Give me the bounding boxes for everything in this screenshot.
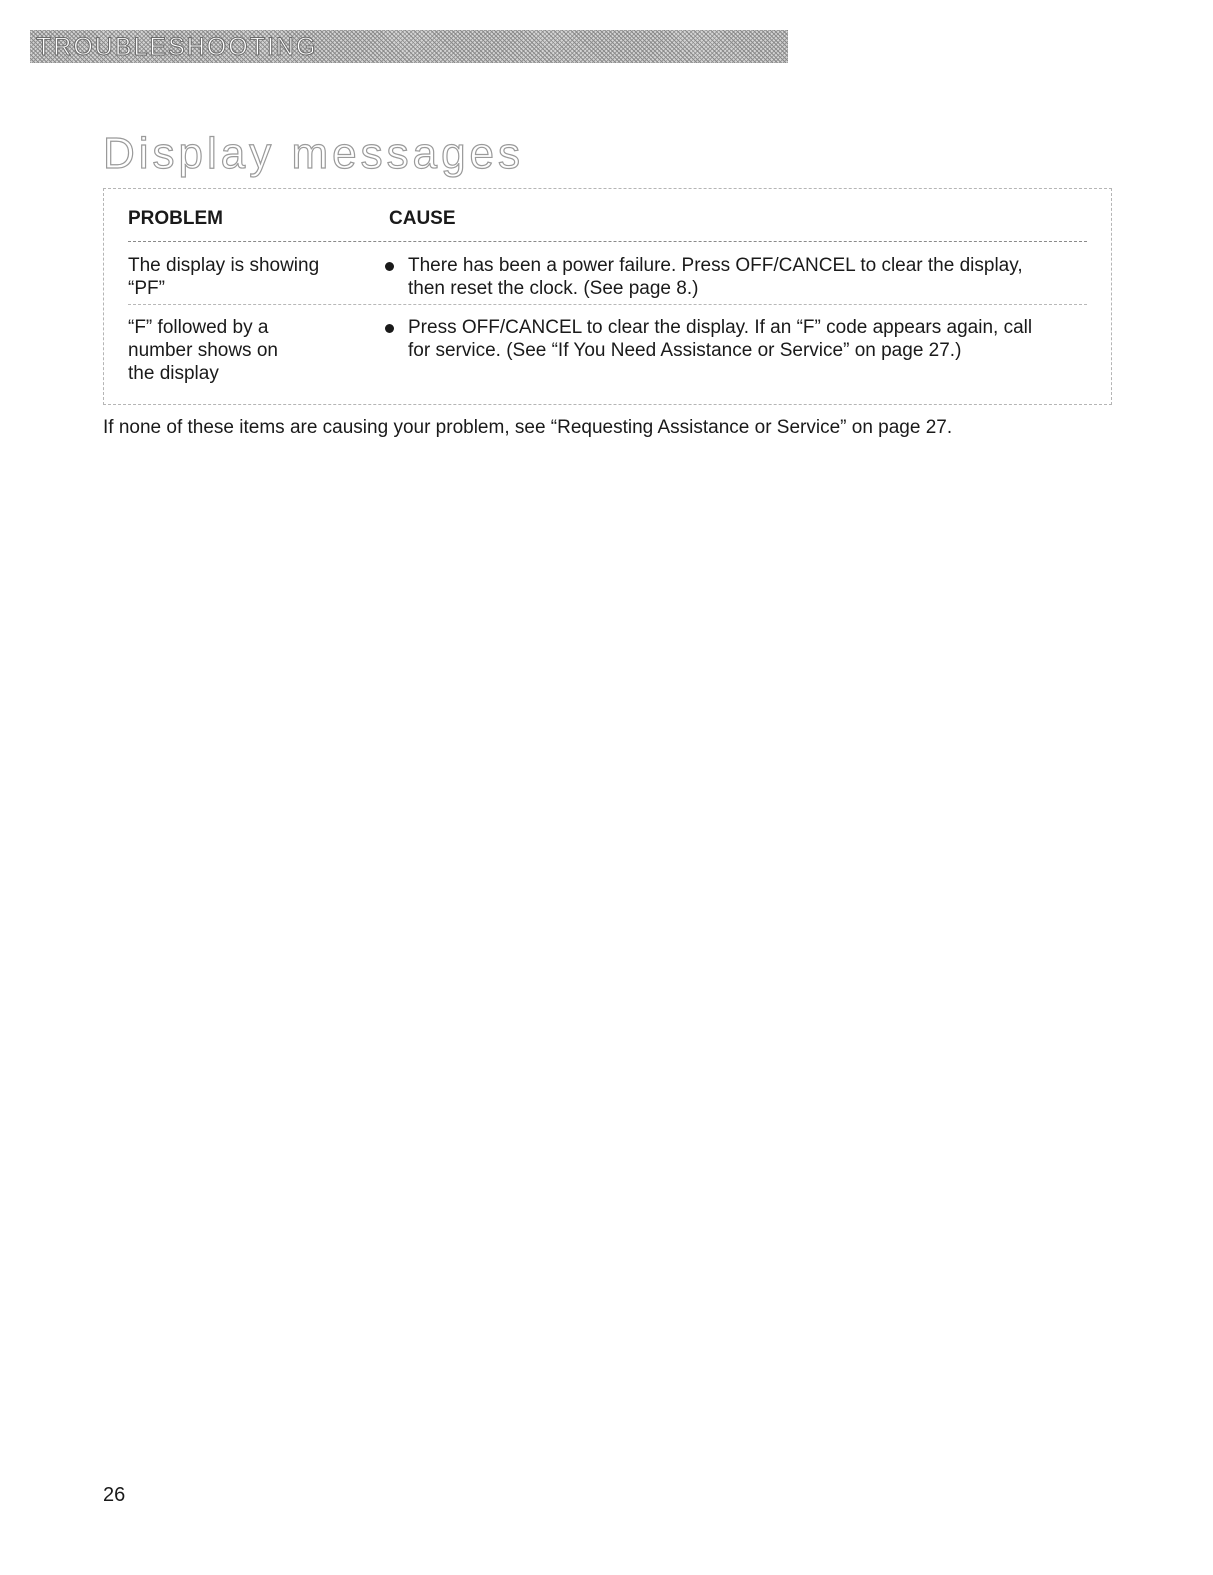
cause-cell [385,254,1087,300]
troubleshooting-table [103,188,1112,405]
column-header-cause: CAUSE [389,208,456,229]
problem-cell: The display is showing “PF” [128,255,320,299]
cause-text: Press OFF/CANCEL to clear the display. If an “F” code appears again, call for service. (See “If You Need Assistance or Service” on page 27.) [408,317,1033,361]
cause-cell [385,316,1087,362]
page-title: Display messages [103,129,525,178]
header-divider [128,241,1087,242]
footnote: If none of these items are causing your problem, see “Requesting Assistance or Service” on page 27. [103,417,953,438]
bullet-icon [385,262,394,271]
cause-text: There has been a power failure. Press OFF/CANCEL to clear the display, then reset the clock. (See page 8.) [408,255,1023,299]
section-header-label: TROUBLESHOOTING [36,33,318,61]
problem-cell: “F” followed by a number shows on the display [128,317,278,384]
page-number: 26 [103,1484,126,1506]
column-header-problem: PROBLEM [128,208,223,229]
row-divider [128,304,1087,305]
bullet-icon [385,324,394,333]
